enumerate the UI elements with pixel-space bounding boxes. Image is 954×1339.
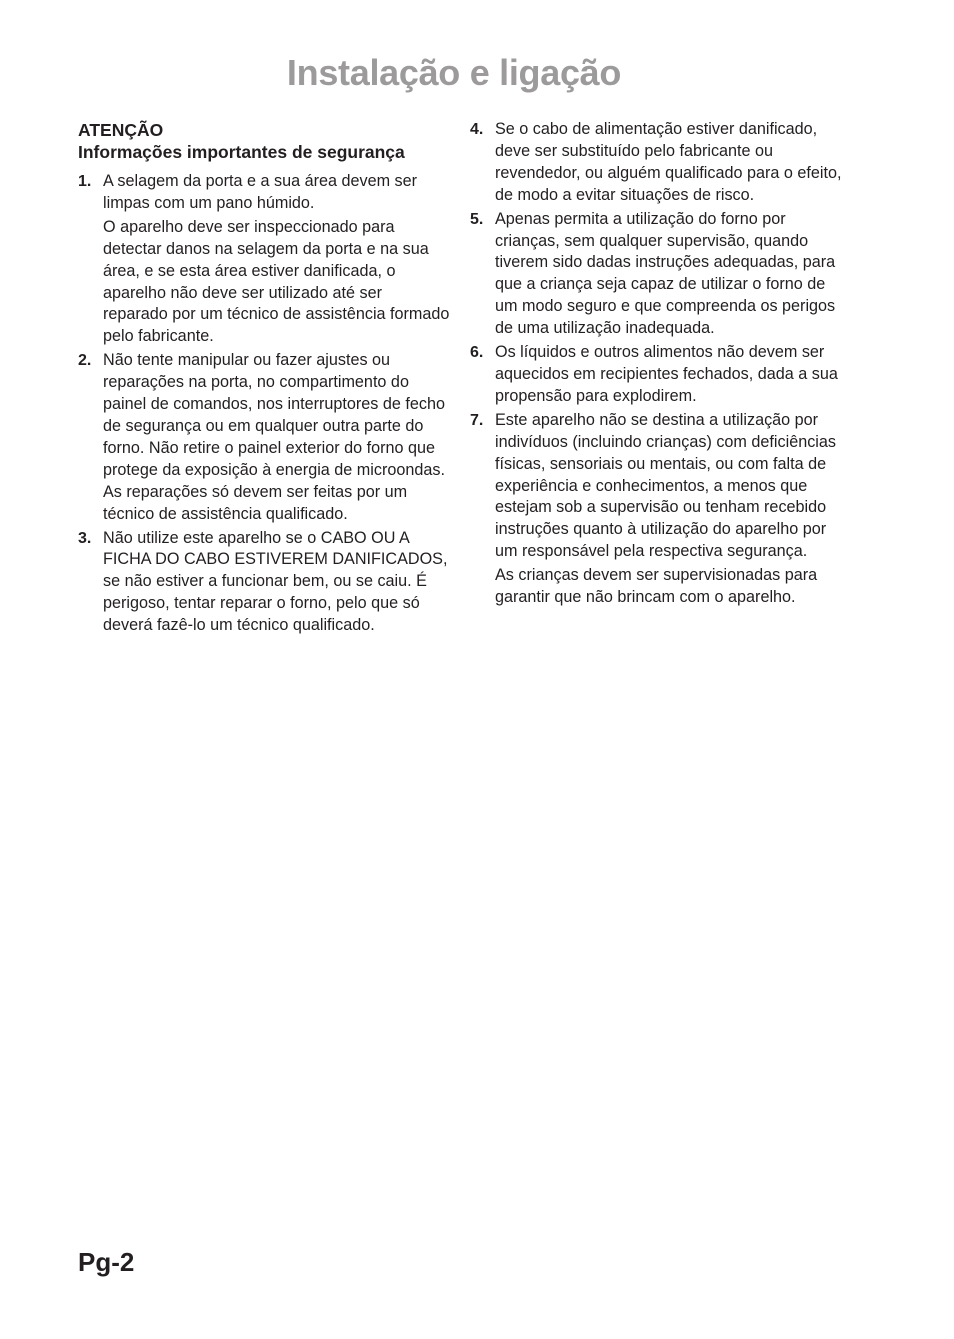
list-item <box>470 342 842 408</box>
item-text: As crianças devem ser supervisionadas para garantir que não brincam com o aparelho. <box>495 566 818 607</box>
heading-subtitle: Informações importantes de segurança <box>78 142 405 162</box>
right-column <box>470 119 842 611</box>
item-text: Não utilize este aparelho se o CABO OU A FICHA DO CABO ESTIVEREM DANIFICADOS, se não estiver a funcionar bem, ou se caiu. É perigoso, tentar reparar o forno, pelo que só deverá fazê-lo um técnico qualificado. <box>103 528 448 635</box>
item-text: Apenas permita a utilização do forno por crianças, sem qualquer supervisão, quando tiverem sido dadas instruções adequadas, para que a criança seja capaz de utilizar o forno de um modo seguro e que compreenda os perigos de uma utilização inadequada. <box>495 209 836 338</box>
item-text: O aparelho deve ser inspeccionado para detectar danos na selagem da porta e na sua área, e se esta área estiver danificada, o aparelho não deve ser utilizado até ser reparado por um técnico de assistência formado pelo fabricante. <box>103 217 450 346</box>
item-text: Se o cabo de alimentação estiver danificado, deve ser substituído pelo fabricante ou revendedor, ou alguém qualificado para o efeito, de modo a evitar situações de risco. <box>495 120 842 204</box>
item-text: A selagem da porta e a sua área devem ser limpas com um pano húmido. <box>103 172 418 212</box>
item-text: Este aparelho não se destina a utilização por indivíduos (incluindo crianças) com deficiências físicas, sensoriais ou mentais, ou com falta de experiência e conhecimentos, a menos que estejam sob a supervisão ou tenham recebido instruções quanto à utilização do aparelho por um responsável pela respectiva segurança. <box>495 410 836 561</box>
left-column <box>78 119 450 639</box>
item-number: 5. <box>470 210 484 228</box>
item-number: 4. <box>470 121 484 138</box>
list-item <box>470 119 842 207</box>
item-text: Não tente manipular ou fazer ajustes ou reparações na porta, no compartimento do painel de comandos, nos interruptores de fecho de segurança ou em qualquer outra parte do forno. Não retire o painel exterior do forno que protege da exposição à energia de microondas. As reparações só devem ser feitas por um técnico de assistência qualificado. <box>103 351 445 523</box>
list-item <box>78 350 450 525</box>
item-number: 6. <box>470 344 484 362</box>
item-text: Os líquidos e outros alimentos não devem ser aquecidos em recipientes fechados, dada a sua propensão para explodirem. <box>495 343 838 405</box>
list-item <box>78 171 450 348</box>
section-heading <box>78 119 450 163</box>
page-number: Pg-2 <box>78 1247 135 1277</box>
item-number: 3. <box>78 529 92 547</box>
page-title: Instalação e ligação <box>286 52 622 93</box>
item-number: 1. <box>78 173 92 190</box>
list-item <box>470 410 842 609</box>
heading-warning: ATENÇÃO <box>78 120 164 140</box>
list-item <box>78 528 450 638</box>
list-item <box>470 209 842 340</box>
item-number: 2. <box>78 352 92 370</box>
item-number: 7. <box>470 411 484 429</box>
